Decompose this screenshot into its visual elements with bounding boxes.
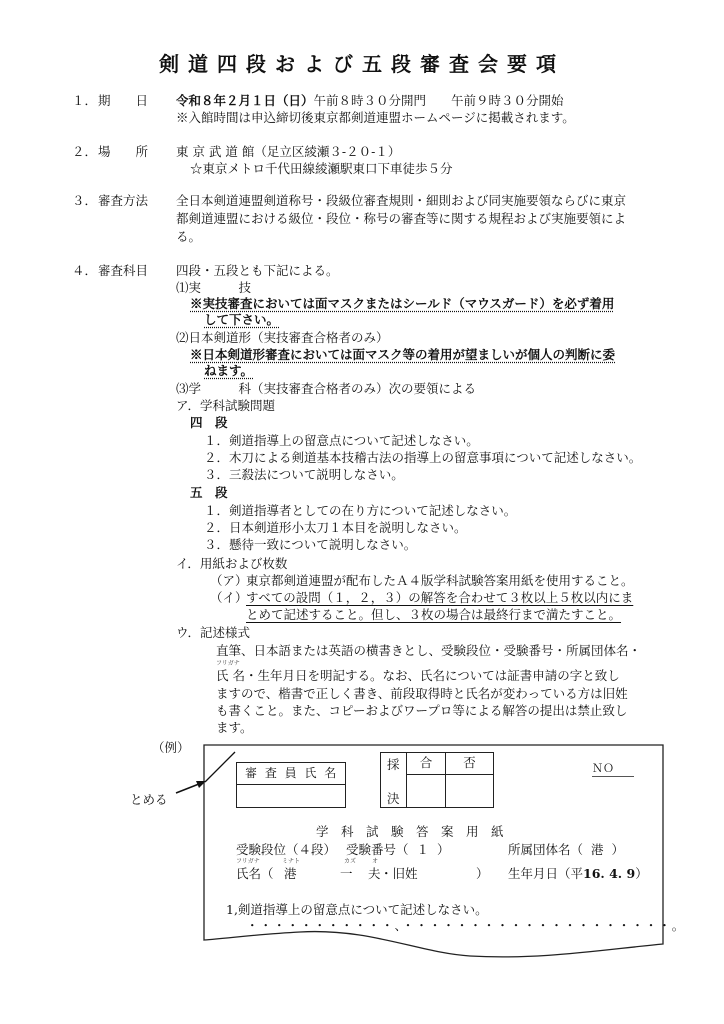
page-title: 剣道四段および五段審査会要項 <box>159 52 565 76</box>
paper-item-marker: （イ） <box>210 590 248 605</box>
examiner-name-box <box>236 762 346 808</box>
ruby-furigana: フリガナ <box>236 858 260 865</box>
ruby-o: オ <box>372 858 379 865</box>
kata-heading: ⑵日本剣道形（実技審査合格者のみ） <box>176 330 389 345</box>
name-close: ） <box>476 866 489 881</box>
decision-label-cell <box>381 753 407 807</box>
paper-item: 東京都剣道連盟が配布したＡ４版学科試験答案用紙を使用すること。 <box>246 573 634 588</box>
rank-value: ４段 <box>298 842 324 857</box>
furigana-ruby: フリガナ <box>216 660 240 667</box>
godan-question: １．剣道指導者としての在り方について記述しなさい。 <box>204 503 517 518</box>
paper-item: すべての設問（１，２，３）の解答を合わせて３枚以上５枚以内にま <box>246 590 634 605</box>
section-label: 審査方法 <box>98 193 149 208</box>
fail-header: 否 <box>446 753 493 775</box>
format-text: 直筆、日本語または英語の横書きとし、受験段位・受験番号・所属団体名・ <box>216 643 642 658</box>
paper-item-marker: （ア） <box>210 573 248 588</box>
number-value: １ <box>416 842 430 857</box>
staple-mark <box>205 752 235 782</box>
group-close: ） <box>611 842 625 857</box>
section-label: 期 日 <box>98 93 149 108</box>
format-text: 氏 名・生年月日を明記する。なお、氏名については証書申請の字と致し <box>216 668 620 683</box>
form-title: 学 科 試 験 答 案 用 紙 <box>316 824 504 839</box>
rank-field <box>236 842 336 858</box>
given-name-1: 一 <box>340 866 353 881</box>
written-heading: ⑶学 科（実技審査合格者のみ）次の要領による <box>176 381 477 396</box>
birth-field <box>508 866 648 882</box>
method-text: 全日本剣道連盟剣道称号・段級位審査規則・細則および同実施要領ならびに東京 <box>176 193 627 208</box>
section-number: １． <box>72 93 98 108</box>
format-text: も書くこと。また、コピーおよびワープロ等による解答の提出は禁止致し <box>216 703 628 718</box>
number-label: 受験番号（ <box>346 842 409 857</box>
yondan-question: ３．三殺法について説明しなさい。 <box>204 467 404 482</box>
section-label: 場 所 <box>98 144 149 159</box>
subjects-intro: 四段・五段とも下記による。 <box>176 263 339 278</box>
example-label: （例） <box>152 740 190 755</box>
format-text: ますので、楷書で正しく書き、前段取得時と氏名が変わっている方は旧姓 <box>216 686 628 701</box>
decision-box <box>380 752 494 808</box>
questions-heading: ア．学科試験問題 <box>176 398 276 413</box>
exam-times: 午前８時３０分開門 午前９時３０分開始 <box>313 93 564 108</box>
method-text: 都剣道連盟における級位・段位・称号の審査等に関する規程および実施要領によ <box>176 211 627 226</box>
given-name-2: 夫 <box>368 866 381 881</box>
practical-note: して下さい。 <box>204 312 280 327</box>
paper-item: とめて記述すること。但し、３枚の場合は最終行まで満たすこと。 <box>246 607 622 622</box>
godan-question: ３．懸待一致について説明しなさい。 <box>204 537 417 552</box>
decision-label-bottom: 決 <box>387 791 400 806</box>
yondan-question: １．剣道指導上の留意点について記述しなさい。 <box>204 433 479 448</box>
sheet-number: ＮＯ <box>592 762 634 777</box>
pass-header: 合 <box>407 753 446 775</box>
kata-note: ※日本剣道形審査においては面マスク等の着用が望ましいが個人の判断に委 <box>190 347 616 362</box>
entry-time-note: ※入館時間は申込締切後東京都剣道連盟ホームページに掲載されます。 <box>176 110 575 125</box>
group-value: 港 <box>591 842 604 857</box>
rank-close: ） <box>323 842 337 857</box>
method-text: る。 <box>176 229 202 244</box>
ruby-kazu: カズ <box>344 858 357 865</box>
access-note: ☆東京メトロ千代田線綾瀬駅東口下車徒歩５分 <box>190 161 453 176</box>
decision-label-top: 採 <box>387 757 400 772</box>
section-number: ４． <box>72 263 98 278</box>
venue: 東 京 武 道 館（足立区綾瀬３‐２０‐１） <box>176 144 401 159</box>
practical-note: ※実技審査においては面マスクまたはシールド（マウスガード）を必ず着用 <box>190 296 615 311</box>
section-label: 審査科目 <box>98 263 149 278</box>
number-field <box>346 842 450 858</box>
practical-heading: ⑴実 技 <box>176 280 252 295</box>
surname: 港 <box>284 866 297 881</box>
format-heading: ウ．記述様式 <box>176 625 251 640</box>
godan-label: 五 段 <box>190 485 228 500</box>
kata-note: ねます。 <box>204 363 254 378</box>
examiner-name-label: 審 査 員 氏 名 <box>237 763 345 785</box>
former-name-label: ・旧姓 <box>380 866 418 881</box>
pass-cell <box>407 775 446 807</box>
birth-label: 生年月日（平 <box>508 866 584 881</box>
section-number: ３． <box>72 193 98 208</box>
number-close: ） <box>437 842 450 857</box>
group-label: 所属団体名（ <box>508 842 584 857</box>
example-question: 1,剣道指導上の留意点について記述しなさい。 <box>226 902 488 917</box>
format-text: ます。 <box>216 720 253 735</box>
yondan-label: 四 段 <box>190 415 228 430</box>
group-field <box>508 842 624 858</box>
birth-close: ） <box>635 866 648 881</box>
birth-value: 16. 4. 9 <box>583 866 636 881</box>
ruby-minato: ミナト <box>282 858 301 865</box>
staple-label: とめる <box>130 792 168 807</box>
answer-dots: ・・・・・・・・・・・、・・・・・・・・・・・・・・・・・・・・。 <box>246 918 686 933</box>
rank-label: 受験段位（ <box>236 842 299 857</box>
paper-heading: イ．用紙および枚数 <box>176 556 288 571</box>
godan-question: ２．日本剣道形小太刀１本目を説明しなさい。 <box>204 520 467 535</box>
yondan-question: ２．木刀による剣道基本技稽古法の指導上の留意事項について記述しなさい。 <box>204 450 642 465</box>
exam-date: 令和８年２月１日（日） <box>176 93 314 108</box>
section-number: ２． <box>72 144 98 159</box>
name-label: 氏名（ <box>236 866 274 881</box>
